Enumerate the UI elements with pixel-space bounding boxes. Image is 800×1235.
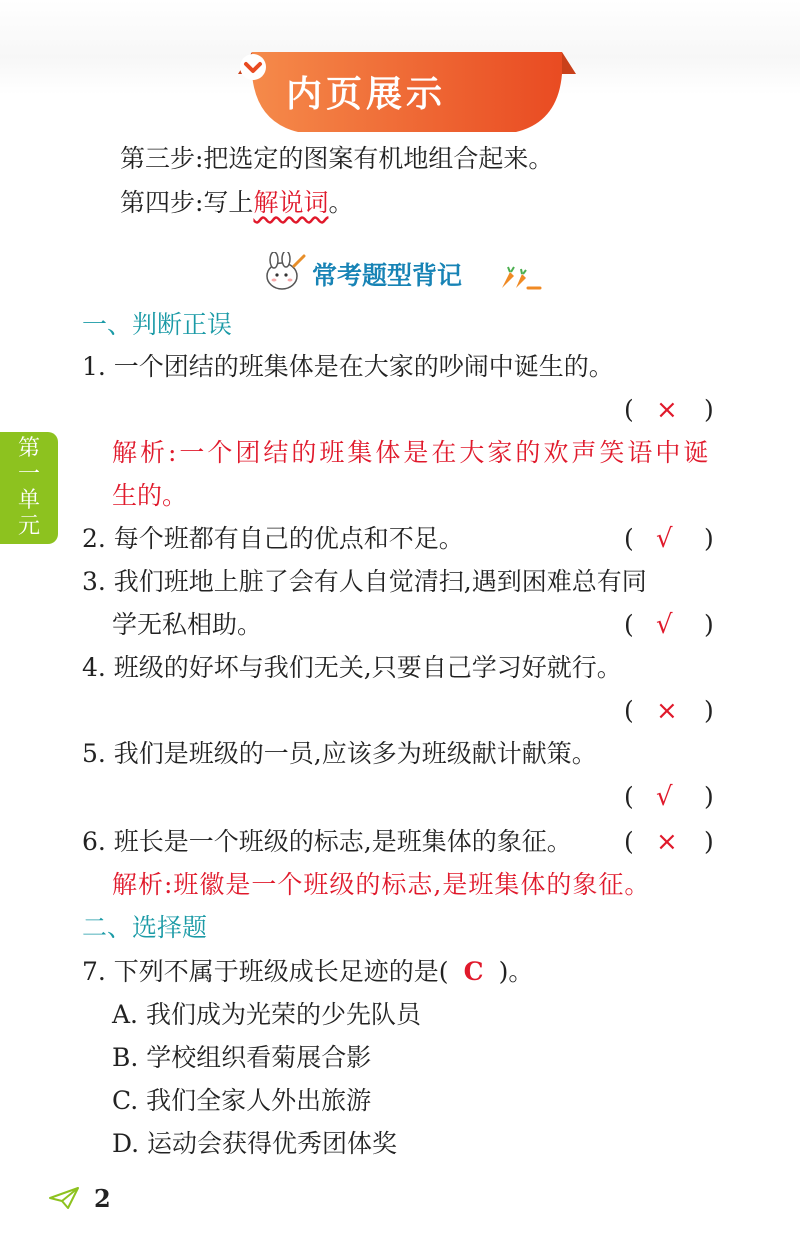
answer-paren-close: ) [704, 395, 714, 424]
answer-mark: × [656, 827, 678, 857]
analysis-1-line1: 解析:一个团结的班集体是在大家的欢声笑语中诞 [112, 438, 712, 467]
section-title: 常考题型背记 [312, 261, 463, 290]
page-banner [238, 52, 576, 134]
part1-heading: 一、判断正误 [82, 310, 233, 339]
side-tab-char: 元 [17, 514, 40, 539]
chevron-down-icon[interactable] [238, 52, 268, 82]
answer-mark: × [656, 395, 678, 425]
question-1: 1. 一个团结的班集体是在大家的吵闹中诞生的。 [82, 352, 614, 381]
question-5: 5. 我们是班级的一员,应该多为班级献计献策。 [82, 739, 597, 768]
question-6: 6. 班长是一个班级的标志,是班集体的象征。 [82, 827, 572, 856]
carrot-icon [496, 266, 544, 292]
question-3-line2: 学无私相助。 [112, 610, 263, 639]
side-tab-char: 一 [17, 462, 40, 487]
answer-paren-open: ( [624, 782, 634, 811]
answer-paren-close: ) [704, 610, 714, 639]
answer-paren-close: ) [704, 696, 714, 725]
question-2: 2. 每个班都有自己的优点和不足。 [82, 524, 464, 553]
question-4: 4. 班级的好坏与我们无关,只要自己学习好就行。 [82, 653, 622, 682]
answer-paren-close: ) [704, 827, 714, 856]
page-number: 2 [94, 1184, 111, 1213]
paper-plane-icon [48, 1186, 80, 1210]
answer-paren-close: ) [704, 782, 714, 811]
answer-mark: √ [656, 610, 673, 640]
answer-paren-open: ( [624, 524, 634, 553]
intro-step4 [120, 186, 353, 220]
analysis-1-line2: 生的。 [112, 481, 188, 510]
banner-title: 内页展示 [286, 74, 447, 115]
question-7-text: 7. 下列不属于班级成长足迹的是( [82, 957, 449, 986]
option-b: B. 学校组织看菊展合影 [112, 1043, 372, 1072]
option-a: A. 我们成为光荣的少先队员 [112, 1000, 421, 1029]
option-d: D. 运动会获得优秀团体奖 [112, 1129, 398, 1158]
option-c: C. 我们全家人外出旅游 [112, 1086, 372, 1115]
part2-heading: 二、选择题 [82, 913, 208, 942]
question-3-line1: 3. 我们班地上脏了会有人自觉清扫,遇到困难总有同 [82, 567, 647, 596]
side-tab-char: 第 [17, 436, 40, 461]
answer-mark: × [656, 696, 678, 726]
answer-paren-open: ( [624, 696, 634, 725]
side-tab-char: 单 [17, 488, 40, 513]
answer-paren-open: ( [624, 827, 634, 856]
intro-step4-prefix: 第四步:写上 [120, 188, 254, 217]
question-7 [82, 955, 533, 989]
unit-side-tab[interactable] [0, 432, 58, 544]
answer-paren-open: ( [624, 395, 634, 424]
rabbit-mascot-icon [262, 252, 308, 292]
intro-step4-underlined: 解说词 [253, 188, 329, 217]
answer-mark: √ [656, 524, 673, 554]
intro-step3: 第三步:把选定的图案有机地组合起来。 [120, 144, 554, 173]
answer-paren-open: ( [624, 610, 634, 639]
answer-mark: √ [656, 782, 673, 812]
answer-paren-close: ) [704, 524, 714, 553]
question-7-answer: C [463, 957, 484, 986]
intro-step4-suffix: 。 [328, 188, 354, 217]
question-7-suffix: )。 [498, 957, 534, 986]
analysis-6: 解析:班徽是一个班级的标志,是班集体的象征。 [112, 870, 651, 899]
